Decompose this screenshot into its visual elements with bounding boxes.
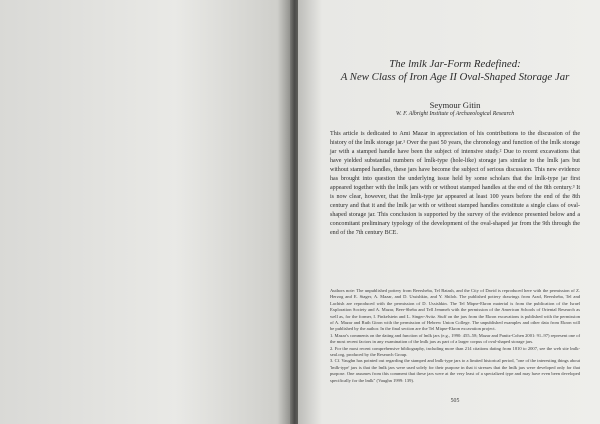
title-line-1: The lmlk Jar-Form Redefined: — [389, 58, 521, 70]
article-content — [330, 58, 580, 238]
footnote-2: 2. For the most recent comprehensive bibliography, including more than 214 citations dating from 1810 to 2007, see the web site lmlk-seal.org, produced by the Research Group. — [330, 345, 580, 358]
title-line-2: A New Class of Iron Age II Oval-Shaped Storage Jar — [340, 71, 570, 83]
footnote-1: 1. Mazar's comments on the dating and function of lmlk jars (e.g., 1990: 455–58; Mazar and Panitz-Cohen 2001: 91–97) represent one of the most recent factors in any examination of the lmlk jars as part of a larger corpus of oval-shaped storage jars. — [330, 332, 580, 345]
footnotes — [330, 288, 580, 384]
author-affiliation: W. F. Albright Institute of Archaeological Research — [395, 111, 515, 117]
page-number: 505 — [450, 398, 460, 404]
footnote-authors-note: Authors note: The unpublished pottery from Beersheba, Tel Batash, and the City of David is reproduced here with the permission of Z. Herzog and E. Stager, A. Mazar, and D. Ussishkin, and Y. Shiloh. The published pottery drawings from Arad, Beersheba, Tel and Lachish are reproduced with the permission of D. Ussishkin. The Tel Miqne-Ekron material is from the publication of the Israel Exploration Society and A. Mazar, Beer-Sheba and Tell Jemmeh with the permission of the American Schools of Oriental Research as well as, for the former, I. Finkelstein and L. Singer-Avitz. Stuff on the jars from the Ekron excavations is published with the permission of A. Mazar and Ruth Giron with the permission of Hebrew Union College. The unpublished examples and other data from Ekron will be published by the author. In the final section are the Tel Miqne-Ekron excavation project. — [330, 288, 580, 332]
footnote-3: 3. Cf. Vaughn has pointed out regarding the stamped and lmlk-type jars to a limited historical period, "one of the interesting things about 'lmlk-type' jars is that the lmlk jars were used solely for their purpose in that it stresses that the lmlk jars were developed only for that purpose. One assumes from this comment that these jars were at the very least of a specialized type and may have even been developed specifically for the lmlk" (Vaughn 1999: 139). — [330, 358, 580, 383]
left-page-blank — [0, 0, 292, 424]
article-body: This article is dedicated to Ami Mazar in appreciation of his contributions to the discussion of the history of the lmlk storage jar.¹ Over the past 50 years, the chronology and function of the lmlk storage jar with a stamped handle have been the subject of intensive study.² Due to recent excavations that have yielded substantial numbers of lmlk-type (hole-like) storage jars similar to the lmlk jars but without stamped handles, these jars have become the subject of serious discussion. This new evidence has brought into question the underlying issue held by some scholars that the lmlk-type jar first appeared together with the lmlk jars with or without stamped handles at the end of the 8th century.³ It is now clear, however, that the lmlk-type jar appeared at least 100 years before the end of the 8th century and that it and the lmlk jar with or without stamped handles constitute a single class of oval-shaped storage jar. This conclusion is supported by the survey of the evidence presented below and a concomitant preliminary typology of the development of the oval-shaped jar from the 9th through the end of the 7th century BCE. — [330, 131, 580, 236]
article-title — [330, 58, 580, 84]
author-name: Seymour Gitin — [429, 100, 481, 110]
